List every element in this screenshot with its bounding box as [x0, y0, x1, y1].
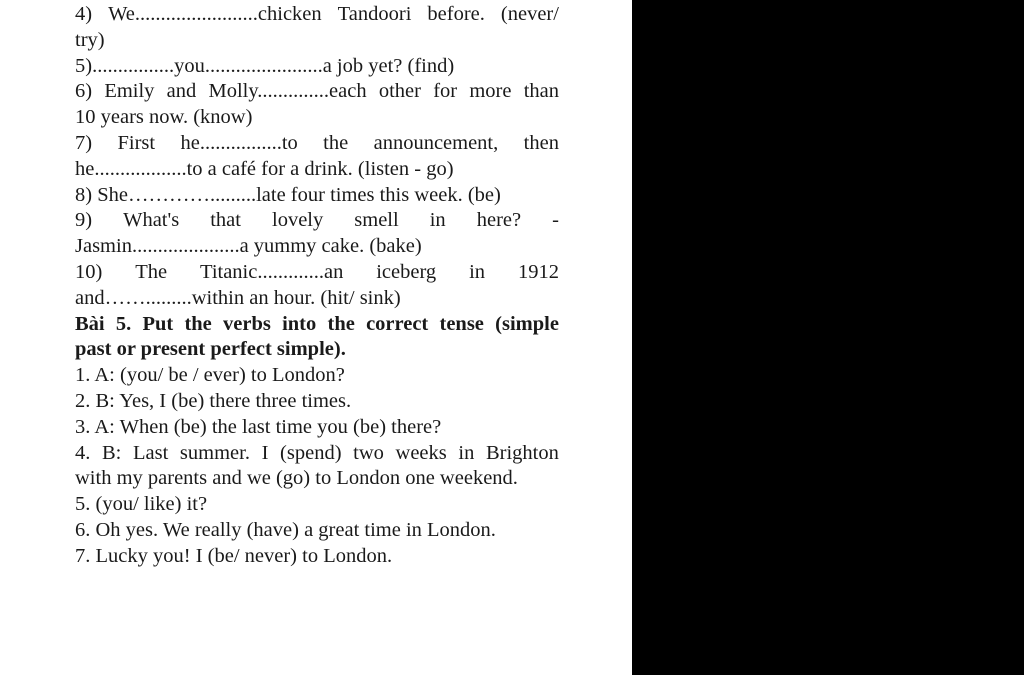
line-word: verbs — [223, 312, 271, 335]
line-word: and — [166, 80, 197, 103]
text-line: 5)................you.......................a job yet? (find) — [75, 54, 455, 77]
line-word: in — [458, 441, 475, 464]
text-line — [75, 312, 559, 338]
text-line: he..................to a café for a drink. (listen - go) — [75, 157, 454, 180]
text-line: 1. A: (you/ be / ever) to London? — [75, 364, 345, 387]
line-word: he................to — [180, 131, 298, 154]
line-word: I — [261, 441, 269, 464]
line-word: (spend) — [280, 441, 342, 464]
line-word: here? — [476, 209, 522, 232]
line-word: First — [117, 131, 156, 154]
line-word: announcement, — [373, 131, 499, 154]
line-word: the — [184, 312, 212, 335]
text-line: 10 years now. (know) — [75, 106, 253, 129]
line-word: more — [469, 80, 512, 103]
black-background-area — [632, 0, 1024, 675]
line-word: We........................chicken — [108, 3, 322, 25]
line-word: weeks — [395, 441, 447, 464]
text-line — [75, 441, 559, 467]
line-word: 4. — [75, 441, 91, 464]
line-word: two — [353, 441, 384, 464]
line-word: Bài — [75, 312, 105, 335]
line-word: (never/ — [500, 3, 559, 25]
text-line: past or present perfect simple). — [75, 338, 346, 361]
line-word: 4) — [75, 3, 93, 25]
line-word: in — [429, 209, 446, 232]
line-word: into — [282, 312, 317, 335]
line-word: correct — [366, 312, 429, 335]
line-word: Last — [133, 441, 169, 464]
line-word: 10) — [75, 260, 103, 283]
line-word: Put — [142, 312, 174, 335]
text-line: try) — [75, 28, 105, 51]
text-line — [75, 2, 559, 28]
text-line — [75, 79, 559, 105]
text-line: 5. (you/ like) it? — [75, 493, 208, 516]
line-word: - — [552, 209, 559, 232]
line-word: Brighton — [485, 441, 559, 464]
line-word: in — [469, 260, 486, 283]
line-word: tense — [439, 312, 484, 335]
text-line: 3. A: When (be) the last time you (be) there? — [75, 415, 442, 438]
text-line: 2. B: Yes, I (be) there three times. — [75, 389, 352, 412]
line-word: smell — [354, 209, 399, 232]
text-line: 8) She………….........late four times this week. (be) — [75, 183, 501, 206]
line-word: Emily — [104, 80, 155, 103]
line-word: 7) — [75, 131, 93, 154]
line-word: 1912 — [517, 260, 559, 283]
line-word: lovely — [272, 209, 324, 232]
text-line — [75, 131, 559, 157]
line-word: the — [327, 312, 355, 335]
text-line: 7. Lucky you! I (be/ never) to London. — [75, 544, 393, 567]
text-line: Jasmin.....................a yummy cake. (bake) — [75, 235, 422, 258]
exercise-text — [75, 2, 559, 570]
text-line — [75, 208, 559, 234]
line-word: than — [523, 80, 559, 103]
line-word: 6) — [75, 80, 93, 103]
line-word: Molly..............each — [208, 80, 367, 103]
line-word: for — [433, 80, 458, 103]
line-word: 5. — [115, 312, 132, 335]
text-line: with my parents and we (go) to London one weekend. — [75, 467, 518, 490]
line-word: (simple — [495, 312, 559, 335]
line-word: other — [378, 80, 421, 103]
text-line: 6. Oh yes. We really (have) a great time in London. — [75, 518, 496, 541]
line-word: What's — [123, 209, 180, 232]
line-word: iceberg — [376, 260, 437, 283]
text-line — [75, 260, 559, 286]
line-word: The — [135, 260, 168, 283]
text-line: and…….........within an hour. (hit/ sink) — [75, 286, 401, 309]
line-word: Tandoori — [337, 3, 412, 25]
line-word: summer. — [179, 441, 250, 464]
line-word: before. — [427, 3, 485, 25]
line-word: B: — [102, 441, 122, 464]
line-word: that — [210, 209, 241, 232]
line-word: Titanic.............an — [200, 260, 344, 283]
line-word: 9) — [75, 209, 93, 232]
line-word: then — [523, 131, 559, 154]
line-word: the — [323, 131, 349, 154]
